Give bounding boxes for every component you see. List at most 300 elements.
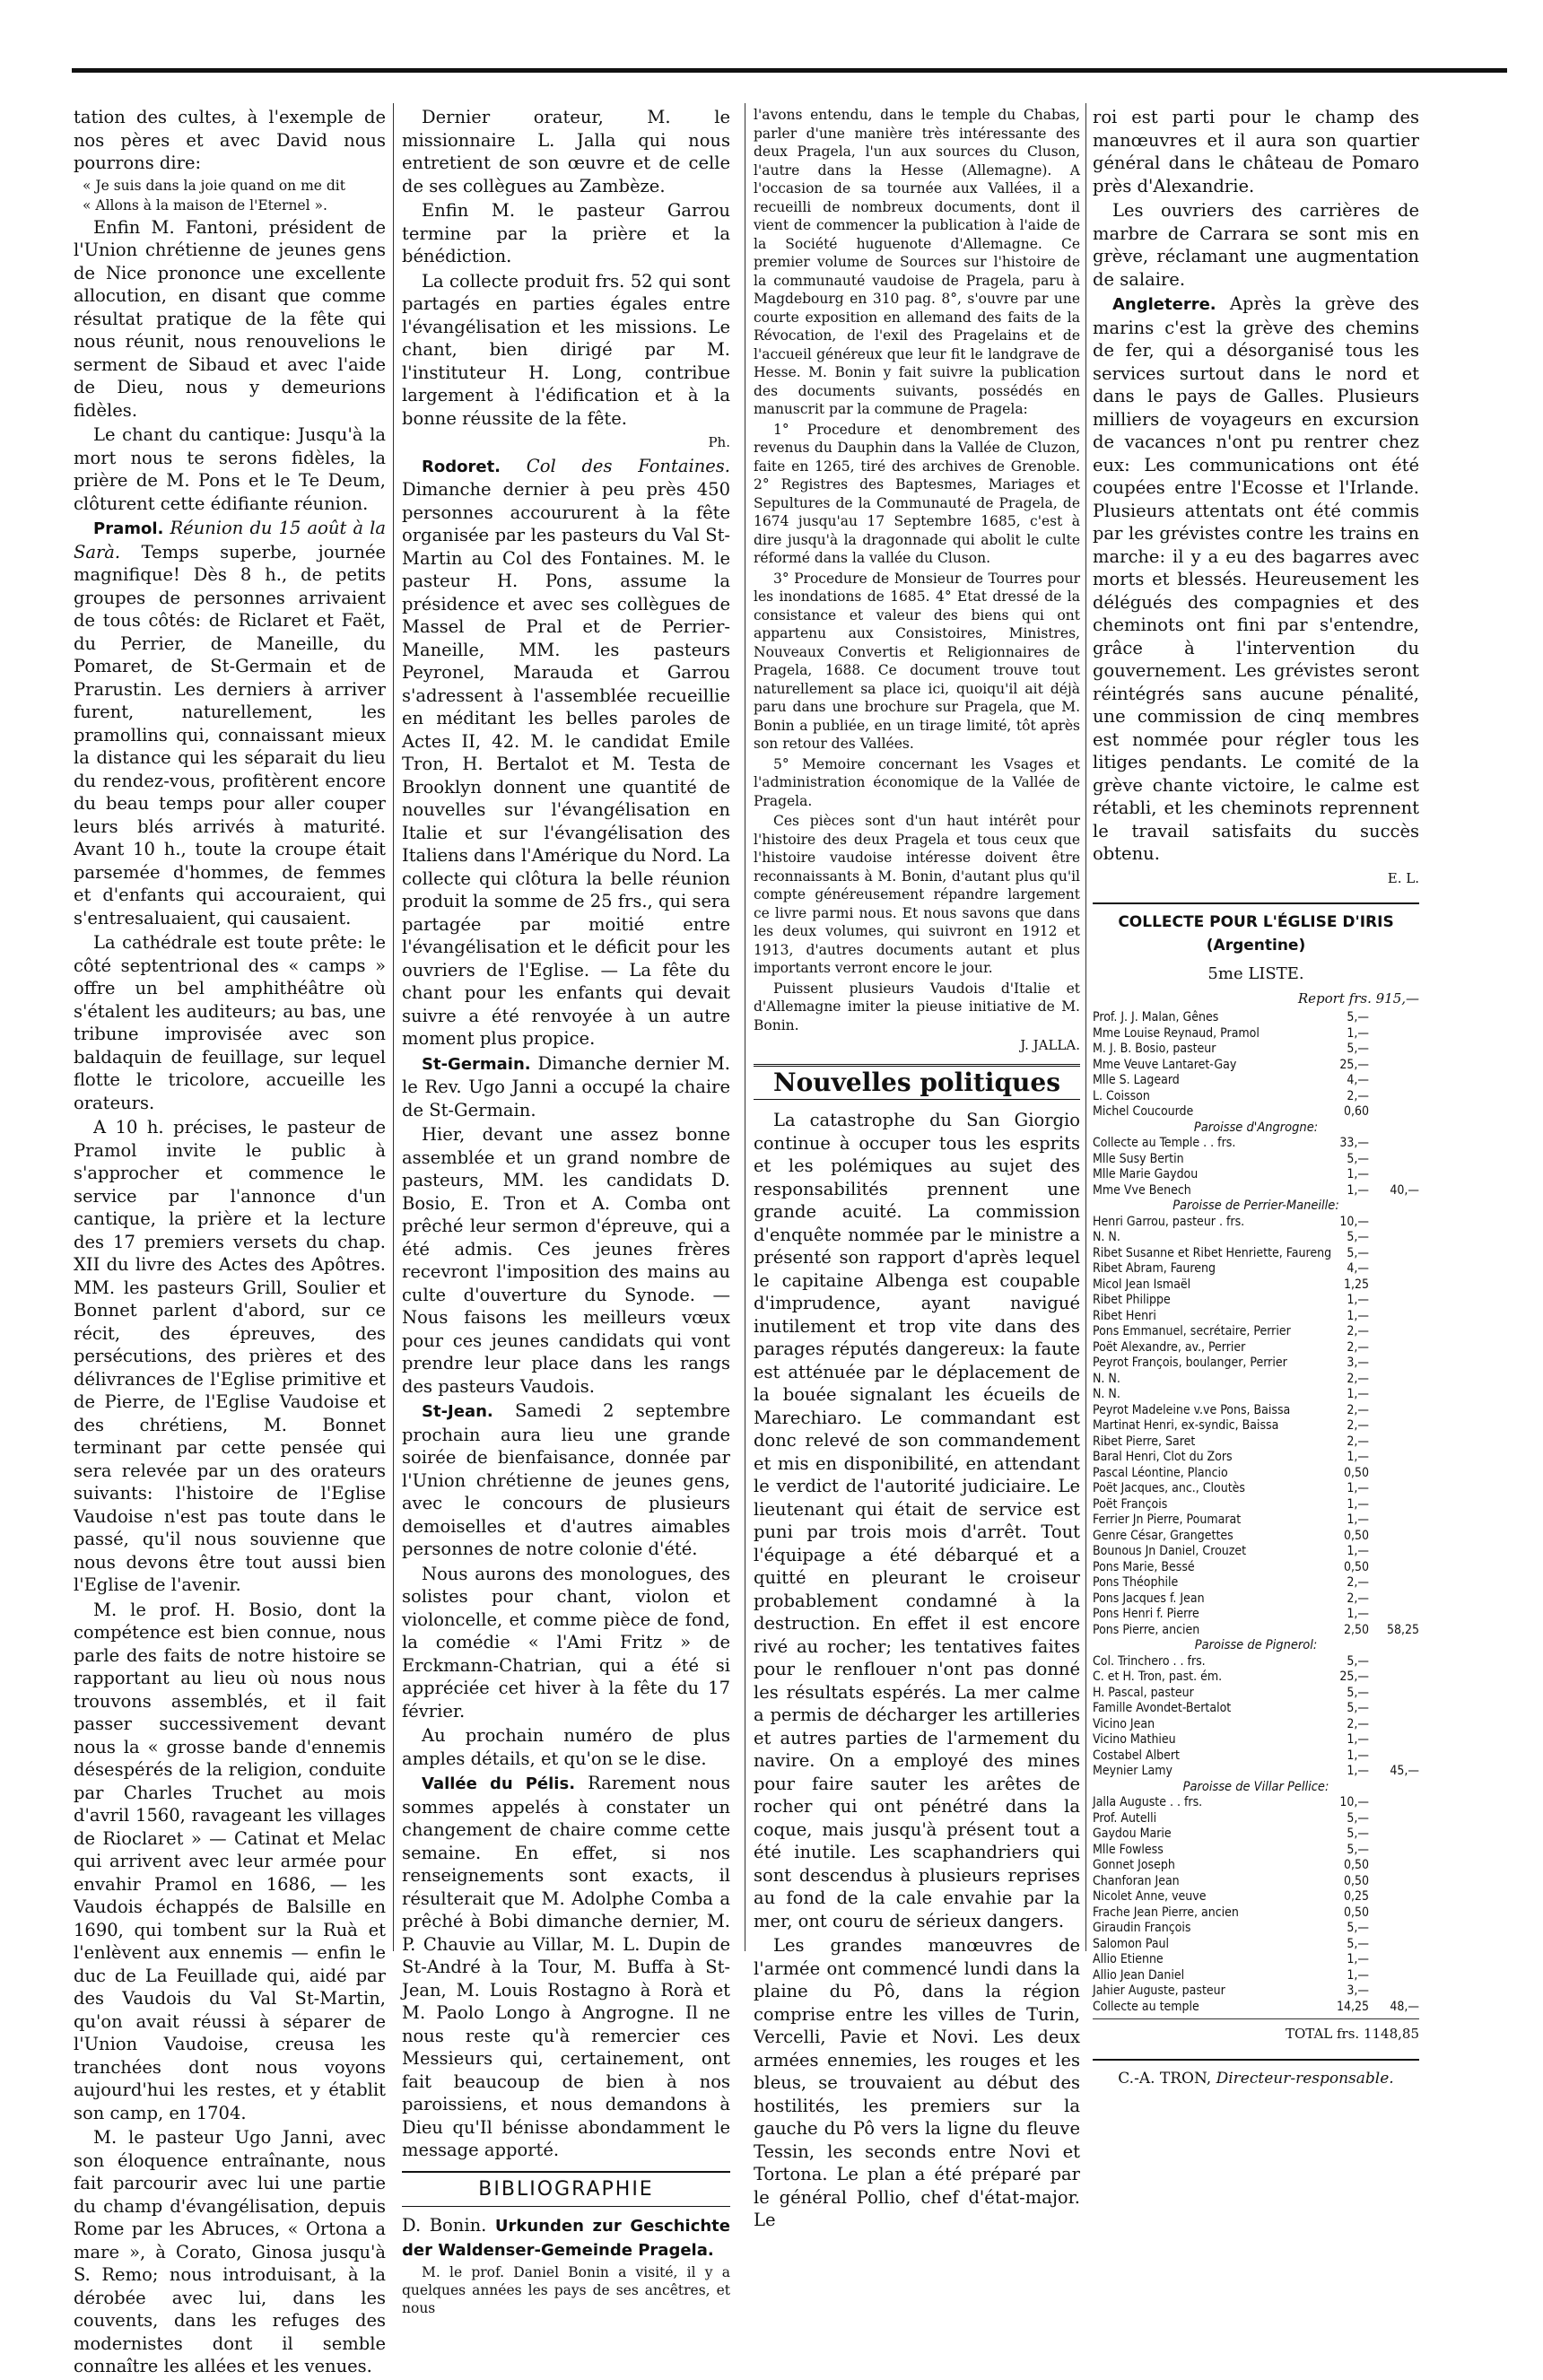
paragraph: 1° Procedure et denombrement des revenus du Dauphin dans la Vallée de Cluzon, faite en 1265, tiré des archives de Grenoble. 2° Registres des Baptesmes, Mariages et Sepultures de la Communauté de Pragela, de 1674 jusqu'au 17 Septembre 1685, c'est à dire jusqu'à la dragonnade qui abolit le culte réformé dans la vallée du Cluson. <box>754 421 1080 566</box>
donor-name: Poët Alexandre, av., Perrier <box>1093 1339 1246 1355</box>
paragraph: Au prochain numéro de plus amples détails, et qu'on se le dise. <box>402 1725 730 1769</box>
subtotal <box>1369 1826 1419 1843</box>
donation-amount: 2,— <box>1347 1575 1369 1590</box>
donation-amount: 2,— <box>1347 1088 1369 1103</box>
donation-amount: 2,— <box>1347 1371 1369 1386</box>
subtotal <box>1369 1858 1419 1874</box>
section-lead: Angleterre. <box>1112 295 1216 314</box>
donor-name: Peyrot Madeleine v.ve Pons, Baissa <box>1093 1402 1291 1417</box>
paragraph: La collecte produit frs. 52 qui sont partagés en parties égales entre l'évangélisation et les missions. Le chant, bien dirigé par M. l'instituteur H. Long, contribue largement à l'édification et à la bonne réussite de la fête. <box>402 270 730 429</box>
donation-amount: 0,25 <box>1343 1889 1369 1904</box>
collection-row <box>1093 1513 1419 1529</box>
donation-amount: 2,— <box>1347 1339 1369 1355</box>
donor-name: C. et H. Tron, past. ém. <box>1093 1669 1223 1684</box>
subtotal <box>1369 1843 1419 1859</box>
collection-row <box>1093 1089 1419 1105</box>
collection-row <box>1093 2000 1419 2016</box>
donor-name: Pons Théophile <box>1093 1575 1179 1590</box>
subtitle-italic: Réunion du 15 août à la Sarà. <box>74 518 386 562</box>
quote-line: « Je suis dans la joie quand on me dit <box>83 177 345 194</box>
paragraph-text: Temps superbe, journée magnifique! Dès 8 h., de petits groupes de personnes arrivaient de tous côtés: de Riclaret et Faët, du Perrier, de Maneille, du Pomaret, de St-Germain et de Prarustin. Les derniers à arriver furent, naturellement, les pramollins qui, connaissant mieux la distance qui les séparait du lieu du rendez-vous, profitèrent encore du beau temps pour aller couper leurs blés arrivés à maturité. Avant 10 h., toute la croupe était parsemée d'hommes, de femmes et d'enfants qui accouraient, qui s'entresaluaient, qui causaient. <box>74 541 386 928</box>
collection-row <box>1093 1732 1419 1748</box>
subtotal <box>1369 1529 1419 1545</box>
section-lead: St-Germain. <box>422 1054 531 1074</box>
politics-block <box>754 1109 1080 2232</box>
donor-name: N. N. <box>1093 1387 1120 1401</box>
donor-name: Allio Etienne <box>1093 1952 1164 1966</box>
collection-row <box>1093 1874 1419 1890</box>
paragraph: La catastrophe du San Giorgio continue à occuper tous les esprits et les polémiques au sujet des responsabilités prennent une grande acuité. La commission d'enquête nommée par le ministre a présenté son rapport d'après lequel le capitaine Albenga est coupable d'imprudence, ayant navigué inutilement et trop vite dans des parages réputés dangereux: la faute est atténuée par le déplacement de la bouée signalant les écueils de Marechiaro. Le commandant est donc relevé de son commandement et mis en disponibilité, en attendant le verdict de l'autorité judiciaire. Le lieutenant qui était de service est puni par trois mois d'arrêt. Tout l'équipage a été débarqué et a quitté en pleurant le croiseur probablement condamné à la destruction. En effet il est encore rivé au rocher; les tentatives faites pour le renflouer n'ont pas donné les résultats espérés. La mer calme a permis de décharger les artilleries et autres parties de l'armement du navire. On a employé des mines pour faire sauter les arêtes de rocher qui ont pénétré dans la coque, mais jusqu'à présent tout a été inutile. Les scaphandriers qui sont descendus à plusieurs reprises au fond de la cale envahie par la mer, ont couru de sérieux dangers. <box>754 1110 1080 1931</box>
donor-name: Genre César, Grangettes <box>1093 1528 1234 1543</box>
donor-name: L. Coisson <box>1093 1088 1150 1103</box>
paragraph: Le chant du cantique: Jusqu'à la mort nous te serons fidèles, la prière de M. Pons et le Te Deum, clôturent cette édifiante réunion. <box>74 424 386 514</box>
donation-amount: 33,— <box>1339 1136 1369 1150</box>
donor-name: Jahier Auguste, pasteur <box>1093 1983 1225 1998</box>
collection-row <box>1093 1889 1419 1905</box>
subtotal <box>1369 1104 1419 1120</box>
collection-row <box>1093 1466 1419 1482</box>
collection-row <box>1093 1450 1419 1466</box>
donor-name: Col. Trinchero . . frs. <box>1093 1653 1206 1669</box>
collection-row <box>1093 1481 1419 1497</box>
paragraph: l'avons entendu, dans le temple du Chabas, parler d'une manière très intéressante des deux Pragela, l'un aux sources du Cluson, l'autre dans la Hesse (Allemagne). A l'occasion de sa tournée aux Vallées, il a recueilli de nombreux documents, dont il vient de commencer la publication à l'aide de la Société huguenote d'Allemagne. Ce premier volume de Sources sur l'histoire de la communauté vaudoise de Pragela, paru à Magdebourg en 310 pag. 8°, s'ouvre par une courte exposition en allemand des faits de la Révocation, de l'exil des Pragelains et de l'accueil généreux que leur fit le landgrave de Hesse. M. Bonin y fait suivre la publication des documents suivants, possédés en manuscrit par la commune de Pragela: <box>754 107 1080 417</box>
subtotal <box>1369 1874 1419 1890</box>
column-divider <box>1085 103 1086 1951</box>
subtotal <box>1369 1089 1419 1105</box>
donor-name: Mme Louise Reynaud, Pramol <box>1093 1025 1260 1041</box>
donation-amount: 0,50 <box>1343 1873 1369 1888</box>
collection-row <box>1093 1654 1419 1670</box>
paragraph: M. le prof. Daniel Bonin a visité, il y a quelques années les pays de ses ancêtres, et nous <box>402 2264 730 2316</box>
subtotal <box>1369 1026 1419 1042</box>
subtotal <box>1369 1058 1419 1074</box>
collection-row <box>1093 1701 1419 1717</box>
subtotal: 40,— <box>1390 1182 1419 1198</box>
donation-amount: 25,— <box>1339 1057 1369 1072</box>
paragraph: M. le prof. H. Bosio, dont la compétence est bien connue, nous parle des faits de notre histoire se rapportant au lieu où nous nous trouvons assemblés, et il fait passer successivement devant nous la « grosse bande d'ennemis désespérés de la religion, conduite par Charles Truchet au mois d'avril 1560, ravageant les villages de Rioclaret » — Catinat et Melac qui arrivent avec leur armée pour envahir Pramol en 1686, — les Vaudois échappés de Balsille en 1690, qui tombent sur la Ruà et l'enlèvent aux ennemis — enfin le duc de La Feuillade qui, aidé par des Vaudois du Val St-Martin, qu'on avait réussi à séparer de l'Union Vaudoise, creusa les tranchées dont nous voyons aujourd'hui les restes, et y établit son camp, en 1704. <box>74 1599 386 2123</box>
donor-name: Baral Henri, Clot du Zors <box>1093 1450 1233 1464</box>
donor-name: Michel Coucourde <box>1093 1104 1194 1119</box>
donation-amount: 5,— <box>1347 1701 1369 1715</box>
collection-row <box>1093 1983 1419 2000</box>
book-entry <box>402 2214 730 2262</box>
collection-row <box>1093 1340 1419 1356</box>
donor-name: Mlle Fowless <box>1093 1842 1164 1857</box>
subtotal <box>1369 1811 1419 1827</box>
paragraph: Puissent plusieurs Vaudois d'Italie et d'Allemagne imiter la pieuse initiative de M. Bonin. <box>754 980 1080 1033</box>
collection-row <box>1093 1010 1419 1026</box>
column-3 <box>754 106 1080 2234</box>
paragraph: Dernier orateur, M. le missionnaire L. Jalla qui nous entretient de son œuvre et de celle de ses collègues au Zambèze. <box>402 107 730 196</box>
collection-row <box>1093 1026 1419 1042</box>
donation-amount: 1,— <box>1347 1308 1369 1323</box>
donation-amount: 5,— <box>1347 1685 1369 1700</box>
donor-name: H. Pascal, pasteur <box>1093 1685 1194 1700</box>
collection-total: TOTAL frs. 1148,85 <box>1093 2018 1419 2046</box>
group-label: Paroisse de Perrier-Maneille: <box>1173 1199 1339 1213</box>
donor-name: Jalla Auguste . . frs. <box>1093 1795 1203 1809</box>
donation-amount: 2,— <box>1347 1591 1369 1606</box>
collection-row <box>1093 1591 1419 1608</box>
subtotal <box>1369 1889 1419 1905</box>
subtotal <box>1369 1340 1419 1356</box>
donor-name: Bounous Jn Daniel, Crouzet <box>1093 1544 1247 1558</box>
donor-name: Mme Veuve Lantaret-Gay <box>1093 1057 1237 1072</box>
donation-amount: 2,— <box>1347 1402 1369 1417</box>
subtotal <box>1369 1450 1419 1466</box>
subtotal <box>1369 1701 1419 1717</box>
donor-name: Nicolet Anne, veuve <box>1093 1889 1207 1904</box>
subtotal <box>1369 1418 1419 1434</box>
donor-name: Micol Jean Ismaël <box>1093 1277 1191 1292</box>
donation-amount: 1,— <box>1347 1167 1369 1181</box>
collection-group-heading <box>1093 1120 1419 1137</box>
collection-row <box>1093 1277 1419 1294</box>
collection-row <box>1093 1073 1419 1089</box>
collection-title: COLLECTE POUR L'ÉGLISE D'IRIS (Argentine) <box>1093 902 1419 957</box>
donation-amount: 1,— <box>1347 1293 1369 1307</box>
group-label: Paroisse de Villar Pellice: <box>1182 1779 1329 1794</box>
collection-row <box>1093 1544 1419 1560</box>
subtotal <box>1369 1669 1419 1686</box>
donation-amount: 2,50 <box>1343 1622 1369 1637</box>
donor-name: Ferrier Jn Pierre, Poumarat <box>1093 1513 1242 1527</box>
collection-row <box>1093 1309 1419 1325</box>
donation-amount: 0,60 <box>1343 1104 1369 1119</box>
donor-name: Costabel Albert <box>1093 1748 1180 1763</box>
donation-amount: 1,— <box>1347 1607 1369 1621</box>
column-1 <box>74 106 386 2380</box>
signature: Ph. <box>708 434 730 450</box>
donor-name: Allio Jean Daniel <box>1093 1967 1185 1983</box>
subtotal <box>1369 1167 1419 1183</box>
collection-row <box>1093 1921 1419 1937</box>
paragraph-text: Dimanche dernier M. le Rev. Ugo Janni a occupé la chaire de St-Germain. <box>402 1052 730 1120</box>
donation-amount: 0,50 <box>1343 1905 1369 1920</box>
paragraph: 3° Procedure de Monsieur de Tourres pour les inondations de 1685. 4° Etat dressé de la consistance et valeur des biens qui ont appartenu aux Consistoires, Ministres, Nouveaux Convertis et Religionnaires de Pragela, 1688. Ce document trouve tout naturellement sa place ici, quoiqu'il ait déjà paru dans une brochure sur Pragela, que M. Bonin a publiée, en un tirage limité, tôt après son retour des Vallées. <box>754 570 1080 752</box>
collection-row <box>1093 1387 1419 1403</box>
donor-name: Collecte au Temple . . frs. <box>1093 1136 1236 1150</box>
collection-row <box>1093 1230 1419 1246</box>
subtotal <box>1369 1968 1419 1984</box>
donation-amount: 1,— <box>1347 1182 1369 1198</box>
paragraph <box>1093 292 1419 866</box>
top-rule <box>72 68 1507 73</box>
donation-amount: 5,— <box>1347 1921 1369 1935</box>
donor-name: Ribet Pierre, Saret <box>1093 1434 1196 1449</box>
donation-amount: 1,25 <box>1343 1277 1369 1292</box>
subtotal <box>1369 1560 1419 1576</box>
paragraph: Enfin M. le pasteur Garrou termine par la prière et la bénédiction. <box>402 200 730 266</box>
donor-name: Poët Jacques, anc., Cloutès <box>1093 1481 1245 1495</box>
column-2 <box>402 106 730 2319</box>
donor-name: Henri Garrou, pasteur . frs. <box>1093 1214 1245 1229</box>
paragraph: A 10 h. précises, le pasteur de Pramol invite le public à s'approcher et commence le service par l'annonce d'un cantique, la prière et la lecture des 17 premiers versets du chap. XII du livre des Actes des Apôtres. MM. les pasteurs Grill, Soulier et Bonnet parlent d'abord, sur ce récit, des épreuves, des persécutions, des prières et des délivrances de l'Eglise primitive et de Pierre, de l'Eglise Vaudoise et des chrétiens, M. Bonnet terminant par cette pensée qui sera relevée par un des orateurs suivants: l'histoire de l'Eglise Vaudoise n'est pas toute dans le passé, qu'il nous souvienne que nous devons être tout aussi bien l'Eglise de l'avenir. <box>74 1117 386 1595</box>
donation-amount: 2,— <box>1347 1324 1369 1338</box>
donation-amount: 5,— <box>1347 1245 1369 1260</box>
subtotal <box>1369 1497 1419 1513</box>
collection-row <box>1093 1529 1419 1545</box>
donor-name: Ribet Philippe <box>1093 1293 1171 1307</box>
collection-group-heading <box>1093 1638 1419 1654</box>
donation-amount: 1,— <box>1347 1025 1369 1041</box>
collection-row <box>1093 1811 1419 1827</box>
subtotal <box>1369 1795 1419 1811</box>
subtotal <box>1369 1042 1419 1058</box>
book-author: D. Bonin. <box>402 2215 487 2236</box>
signature: J. JALLA. <box>1020 1037 1080 1053</box>
donation-amount: 5,— <box>1347 1653 1369 1669</box>
subtotal <box>1369 1246 1419 1262</box>
donation-amount: 0,50 <box>1343 1559 1369 1574</box>
paragraph <box>74 517 386 929</box>
group-label: Paroisse de Pignerol: <box>1194 1638 1318 1652</box>
collection-row <box>1093 1324 1419 1340</box>
donation-amount: 1,— <box>1347 1764 1369 1778</box>
donor-name: Meynier Lamy <box>1093 1764 1173 1778</box>
collection-table <box>1093 1010 1419 2015</box>
subtotal: 45,— <box>1390 1764 1419 1778</box>
collection-row <box>1093 1560 1419 1576</box>
collection-list-number: 5me LISTE. <box>1207 964 1304 983</box>
subtotal <box>1369 1952 1419 1968</box>
collection-row <box>1093 1215 1419 1231</box>
section-lead: Pramol. <box>93 519 164 538</box>
paragraph <box>402 1772 730 2162</box>
collection-row <box>1093 1764 1419 1780</box>
column-4 <box>1093 106 1419 2090</box>
paragraph: 5° Memoire concernant les Vsages et l'administration économique de la Vallée de Pragela. <box>754 755 1080 809</box>
donation-amount: 0,50 <box>1343 1465 1369 1480</box>
subtotal <box>1369 1324 1419 1340</box>
collection-row <box>1093 1843 1419 1859</box>
paragraph <box>402 1052 730 1122</box>
subtotal <box>1369 1921 1419 1937</box>
paragraph: tation des cultes, à l'exemple de nos pères et avec David nous pourrons dire: <box>74 107 386 173</box>
collection-row <box>1093 1952 1419 1968</box>
donor-name: N. N. <box>1093 1230 1120 1244</box>
donation-amount: 0,50 <box>1343 1528 1369 1543</box>
donation-amount: 4,— <box>1347 1073 1369 1087</box>
donor-name: Vicino Mathieu <box>1093 1732 1176 1747</box>
paragraph: Les ouvriers des carrières de marbre de Carrara se sont mis en grève, réclamant une augmentation de salaire. <box>1093 200 1419 290</box>
subtotal <box>1369 1230 1419 1246</box>
paragraph: roi est parti pour le champ des manœuvres et il aura son quartier général dans le château de Pomaro près d'Alexandrie. <box>1093 107 1419 196</box>
donation-amount: 2,— <box>1347 1716 1369 1731</box>
subtotal <box>1369 1591 1419 1608</box>
subtotal <box>1369 1732 1419 1748</box>
signature: E. L. <box>1387 869 1419 886</box>
paragraph: Enfin M. Fantoni, président de l'Union chrétienne de jeunes gens de Nice prononce une excellente allocution, en disant que comme résultat pratique de la fête qui nous réunit, nous renouvelions le serment de Sibaud et avec l'aide de Dieu, nous y demeurions fidèles. <box>74 216 386 421</box>
subtotal <box>1369 1905 1419 1922</box>
donation-amount: 3,— <box>1347 1983 1369 1998</box>
subtotal <box>1369 1434 1419 1451</box>
donor-name: N. N. <box>1093 1371 1120 1386</box>
donation-amount: 2,— <box>1347 1434 1369 1449</box>
subtotal <box>1369 1686 1419 1702</box>
paragraph-text: Après la grève des marins c'est la grève des chemins de fer, qui a désorganisé tous les services surtout dans le nord et dans le pays de Galles. Plusieurs milliers de voyageurs en excursion de vacances n'ont pu rentrer chez eux: Les communications ont été coupées entre l'Ecosse et l'Irlande. Plusieurs attentats ont été commis par les grévistes contre les trains en marche: il y a eu des bagarres avec morts et blessés. Heureusement les délégués des compagnies et des cheminots ont fini par s'entendre, grâce à l'intervention du gouvernement. Les grévistes seront réintégrés sans aucune pénalité, une commission de cinq membres est nommée pour régler tous les litiges pendants. Le comité de la grève chante victoire, le calme est rétabli, et les cheminots reprennent le travail satisfaits du succès obtenu. <box>1093 293 1420 864</box>
donation-amount: 1,— <box>1347 1952 1369 1966</box>
collection-row <box>1093 1905 1419 1922</box>
donation-amount: 1,— <box>1347 1967 1369 1983</box>
donor-name: Pons Henri f. Pierre <box>1093 1607 1199 1621</box>
subtotal <box>1369 1937 1419 1953</box>
director-role: Directeur-responsable. <box>1216 2069 1394 2088</box>
subtotal <box>1369 1575 1419 1591</box>
paragraph: Nous aurons des monologues, des solistes pour chant, violon et violoncelle, et comme pièce de fond, la comédie « l'Ami Fritz » de Erckmann-Chatrian, qui a été si appréciée cet hiver à la fête du 17 février. <box>402 1563 730 1722</box>
collection-row <box>1093 1042 1419 1058</box>
paragraph <box>402 1399 730 1561</box>
subtotal <box>1369 1309 1419 1325</box>
donor-name: Famille Avondet-Bertalot <box>1093 1701 1232 1715</box>
paragraph: Les grandes manœuvres de l'armée ont commencé lundi dans la plaine du Pô, dans la région comprise entre les villes de Turin, Vercelli, Pavie et Novi. Les deux armées ennemies, les rouges et les bleus, se trouvaient au début des hostilités, les premiers sur la gauche du Pô vers la ligne du fleuve Tessin, les seconds entre Novi et Tortona. Le plan a été préparé par le général Pollio, chef d'état-major. Le <box>754 1935 1080 2230</box>
donation-amount: 14,25 <box>1336 1999 1369 2014</box>
donation-amount: 5,— <box>1347 1010 1369 1024</box>
collection-row <box>1093 1623 1419 1639</box>
collection-row <box>1093 1717 1419 1733</box>
collection-row <box>1093 1434 1419 1451</box>
paragraph-text: Dimanche dernier à peu près 450 personnes accoururent à la fête organisée par les pasteurs du Val St-Martin au Col des Fontaines. M. le pasteur H. Pons, assume la présidence et avec ses collègues de Massel de Pral et de Perrier-Maneille, MM. les pasteurs Peyronel, Marauda et Garrou s'adressent à l'assemblée recueillie en méditant les belles paroles de Actes II, 42. M. le candidat Emile Tron, H. Bertalot et M. Testa de Brooklyn donnent une quantité de nouvelles sur l'évangélisation en Italie et sur l'évangélisation des Italiens dans l'Amérique du Nord. La collecte qui clôtura la belle réunion produit la somme de 25 frs., qui sera partagée par moitié entre l'évangélisation et le déficit pour les ouvriers de l'Eglise. — La fête du chant pour les enfants qui devait suivre a été renvoyée à un autre moment plus propice. <box>402 479 730 1049</box>
donor-name: M. J. B. Bosio, pasteur <box>1093 1042 1216 1056</box>
donor-name: Vicino Jean <box>1093 1716 1155 1731</box>
collection-row <box>1093 1669 1419 1686</box>
quote-line: « Allons à la maison de l'Eternel ». <box>83 196 327 214</box>
donation-amount: 1,— <box>1347 1387 1369 1401</box>
donation-amount: 5,— <box>1347 1042 1369 1056</box>
donor-name: Gaydou Marie <box>1093 1826 1172 1841</box>
subtotal <box>1369 1748 1419 1765</box>
donation-amount: 5,— <box>1347 1936 1369 1951</box>
collection-row <box>1093 1246 1419 1262</box>
collection-row <box>1093 1858 1419 1874</box>
donor-name: Ribet Abram, Faureng <box>1093 1261 1216 1276</box>
collection-row <box>1093 1937 1419 1953</box>
collection-row <box>1093 1826 1419 1843</box>
donation-amount: 1,— <box>1347 1481 1369 1495</box>
donation-amount: 25,— <box>1339 1669 1369 1684</box>
donation-amount: 1,— <box>1347 1496 1369 1512</box>
donation-amount: 0,50 <box>1343 1858 1369 1872</box>
book-title: Urkunden zur Geschichte der Waldenser-Gemeinde Pragela. <box>402 2217 730 2260</box>
donor-name: Peyrot François, boulanger, Perrier <box>1093 1356 1287 1370</box>
section-lead: St-Jean. <box>422 1402 493 1421</box>
section-lead: Vallée du Pélis. <box>422 1774 576 1793</box>
section-lead: Rodoret. <box>422 457 501 476</box>
donor-name: Prof. J. J. Malan, Gênes <box>1093 1010 1219 1024</box>
donor-name: Salomon Paul <box>1093 1936 1170 1951</box>
donor-name: Prof. Autelli <box>1093 1810 1157 1826</box>
donor-name: Chanforan Jean <box>1093 1873 1180 1888</box>
paragraph: M. le pasteur Ugo Janni, avec son éloquence entraînante, nous fait parcourir avec lui une partie du champ d'évangélisation, depuis Rome par les Abruces, « Ortona a mare », à Corato, Ginosa jusqu'à S. Remo; nous introduisant, à la dérobée avec lui, dans les couvents, dans les refuges des modernistes dont il semble connaître les allées et les venues. <box>74 2127 386 2376</box>
donation-amount: 5,— <box>1347 1230 1369 1244</box>
subtotal <box>1369 1513 1419 1529</box>
subtotal <box>1369 1654 1419 1670</box>
paragraph: Hier, devant une assez bonne assemblée et un grand nombre de pasteurs, MM. les candidats D. Bosio, E. Tron et A. Comba ont prêché leur sermon d'épreuve, qui a été admis. Ces jeunes frères recevront l'imposition des mains au culte d'ouverture du Synode. — Nous faisons les meilleurs vœux pour ces jeunes candidats qui vont prendre leur place dans les rangs des pasteurs Vaudois. <box>402 1124 730 1397</box>
donor-name: Poët François <box>1093 1496 1168 1512</box>
collection-row <box>1093 1372 1419 1388</box>
collection-row <box>1093 1167 1419 1183</box>
donation-amount: 5,— <box>1347 1151 1369 1166</box>
subtotal <box>1369 1983 1419 2000</box>
collection-row <box>1093 1152 1419 1168</box>
donor-name: Mlle Marie Gaydou <box>1093 1167 1199 1181</box>
subtotal <box>1369 1356 1419 1372</box>
subtotal <box>1369 1544 1419 1560</box>
donor-name: Mlle S. Lageard <box>1093 1073 1180 1087</box>
collection-row <box>1093 1575 1419 1591</box>
donation-amount: 5,— <box>1347 1810 1369 1826</box>
collection-row <box>1093 1104 1419 1120</box>
subtotal <box>1369 1372 1419 1388</box>
donation-amount: 4,— <box>1347 1261 1369 1276</box>
subtotal <box>1369 1152 1419 1168</box>
donation-amount: 5,— <box>1347 1842 1369 1857</box>
subtotal <box>1369 1277 1419 1294</box>
collection-row <box>1093 1293 1419 1309</box>
subtotal <box>1369 1136 1419 1152</box>
subtotal <box>1369 1403 1419 1419</box>
donation-amount: 1,— <box>1347 1732 1369 1747</box>
donation-amount: 1,— <box>1347 1450 1369 1464</box>
donor-name: Pons Jacques f. Jean <box>1093 1591 1205 1606</box>
collection-row <box>1093 1497 1419 1513</box>
donor-name: Pascal Léontine, Plancio <box>1093 1465 1228 1480</box>
collection-row <box>1093 1686 1419 1702</box>
bibliography-heading: BIBLIOGRAPHIE <box>402 2171 730 2208</box>
donor-name: Mlle Susy Bertin <box>1093 1151 1184 1166</box>
collection-group-heading <box>1093 1199 1419 1215</box>
collection-list <box>1093 1010 1419 2015</box>
paragraph: Ces pièces sont d'un haut intérêt pour l'histoire des deux Pragela et tous ceux que l'histoire vaudoise intéresse doivent être reconnaissants à M. Bonin, d'autant plus qu'il compte généreusement répandre largement ce livre parmi nous. Et nous savons que dans les deux volumes, qui suivront en 1912 et 1913, d'autres documents autant et plus importants verront encore le jour. <box>754 813 1080 976</box>
donor-name: Ribet Susanne et Ribet Henriette, Faureng <box>1093 1245 1332 1260</box>
donor-name: Martinat Henri, ex-syndic, Baissa <box>1093 1418 1279 1433</box>
donor-name: Pons Marie, Bessé <box>1093 1559 1195 1574</box>
collection-row <box>1093 1356 1419 1372</box>
subtotal <box>1369 1717 1419 1733</box>
group-label: Paroisse d'Angrogne: <box>1193 1120 1319 1135</box>
donor-name: Pons Pierre, ancien <box>1093 1622 1200 1637</box>
subtotal <box>1369 1010 1419 1026</box>
paragraph <box>402 455 730 1051</box>
donor-name: Giraudin François <box>1093 1921 1191 1935</box>
donor-name: Frache Jean Pierre, ancien <box>1093 1905 1239 1920</box>
collection-row <box>1093 1058 1419 1074</box>
paragraph-text: Rarement nous sommes appelés à constater un changement de chaire comme cette semaine. En effet, si nos renseignements sont exacts, il résulterait que M. Adolphe Comba a prêché à Bobi dimanche dernier, M. P. Chauvie au Villar, M. L. Dupin de St-André à la Tour, M. Buffa à St-Jean, M. Louis Rostagno à Rorà et M. Paolo Longo à Angrogne. Il ne nous reste qu'à remercier ces Messieurs qui, certainement, ont fait beaucoup de bien à nos paroissiens, et nous demandons à Dieu qu'Il bénisse abondamment le message apporté. <box>402 1773 730 2160</box>
subtotal <box>1369 1466 1419 1482</box>
section-headline: Nouvelles politiques <box>754 1064 1080 1101</box>
column-divider <box>393 103 394 1951</box>
collection-row <box>1093 1968 1419 1984</box>
collection-group-heading <box>1093 1780 1419 1796</box>
director-signature <box>1093 2059 1419 2091</box>
collection-row <box>1093 1748 1419 1765</box>
subtotal <box>1369 1261 1419 1277</box>
donation-amount: 1,— <box>1347 1513 1369 1527</box>
donor-name: Ribet Henri <box>1093 1308 1156 1323</box>
subtotal <box>1369 1607 1419 1623</box>
subtotal: 48,— <box>1390 1999 1419 2014</box>
collection-row <box>1093 1795 1419 1811</box>
collection-row <box>1093 1183 1419 1199</box>
subtotal <box>1369 1215 1419 1231</box>
donation-amount: 2,— <box>1347 1418 1369 1433</box>
donation-amount: 1,— <box>1347 1544 1369 1558</box>
collection-row <box>1093 1261 1419 1277</box>
donor-name: Gonnet Joseph <box>1093 1858 1175 1872</box>
subtotal: 58,25 <box>1386 1622 1419 1637</box>
collection-row <box>1093 1136 1419 1152</box>
collection-row <box>1093 1403 1419 1419</box>
